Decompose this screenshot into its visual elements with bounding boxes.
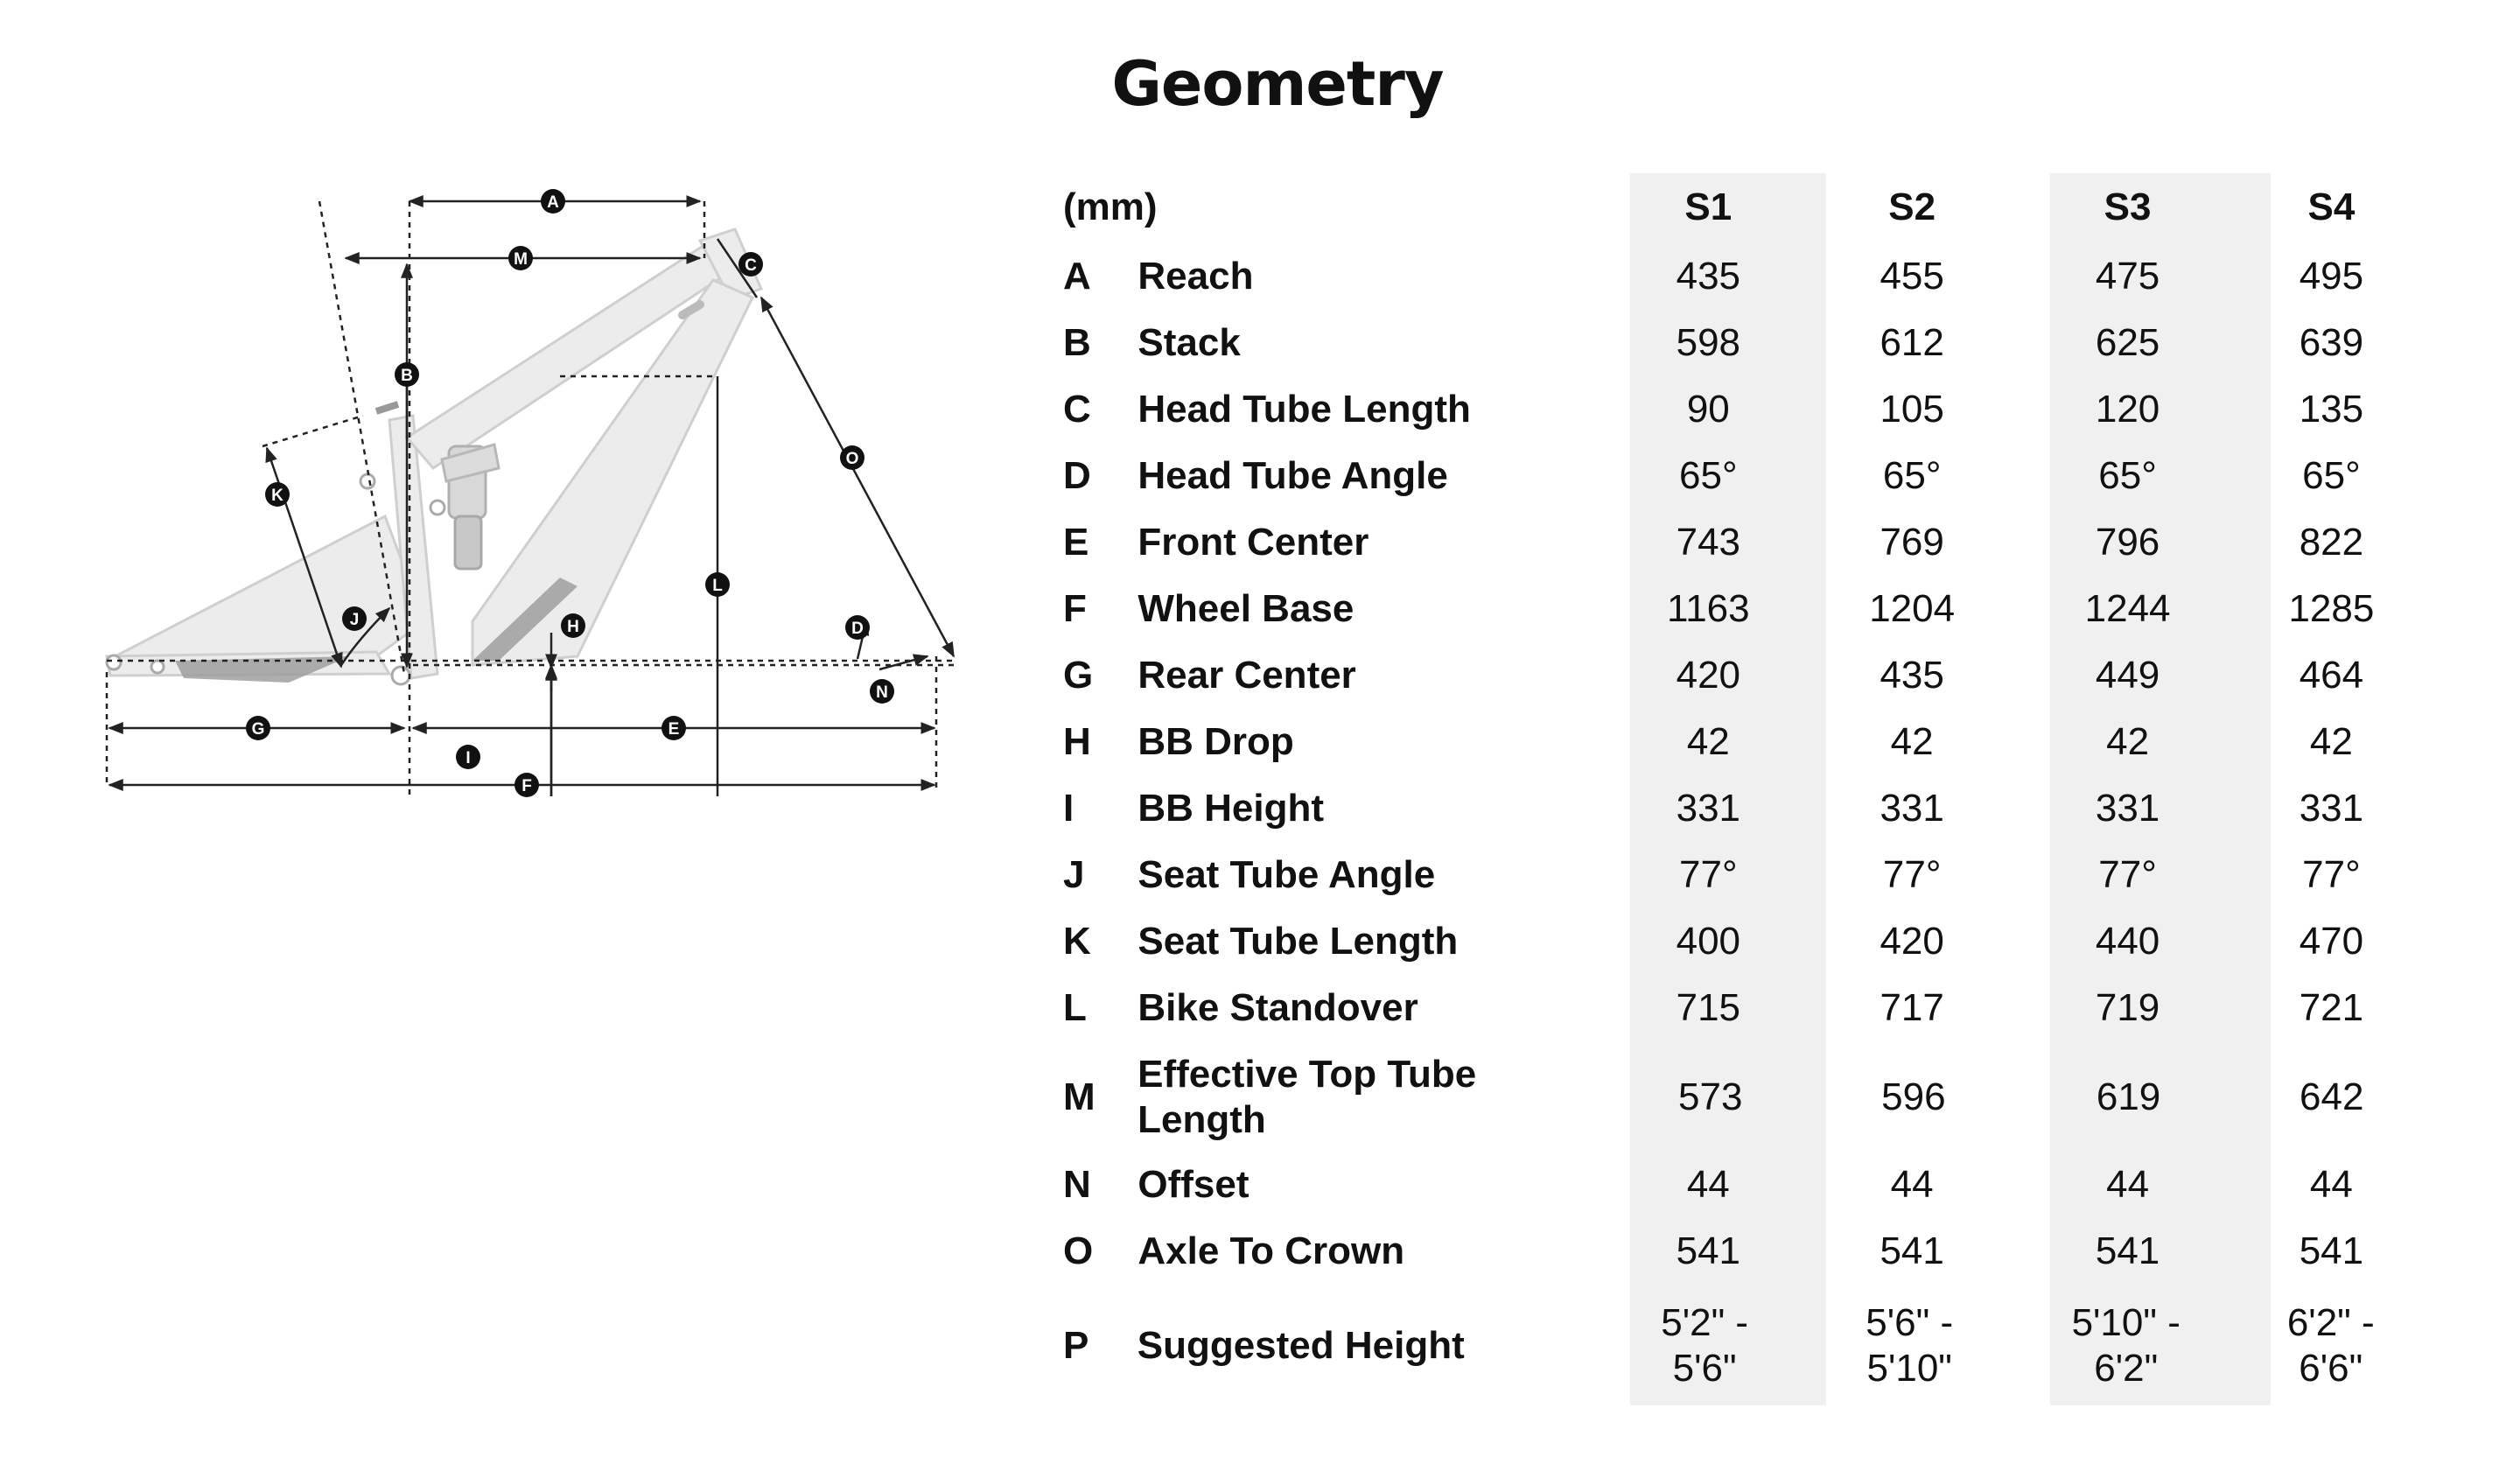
table-row [1063, 915, 2428, 968]
value-s3: 625 [2095, 321, 2160, 364]
table-row [1063, 250, 2428, 303]
row-letter: N [1063, 1163, 1091, 1206]
svg-text:E: E [668, 720, 680, 739]
value-s3: 475 [2095, 255, 2160, 298]
row-name: Front Center [1138, 521, 1369, 564]
value-s2: 612 [1880, 321, 1944, 364]
marker-o [840, 445, 864, 470]
value-s2: 596 [1881, 1075, 1946, 1118]
row-letter: E [1063, 521, 1089, 564]
value-s3: 796 [2095, 521, 2160, 564]
row-letter: O [1063, 1229, 1094, 1272]
row-name: Head Tube Angle [1138, 454, 1448, 497]
table-row [1063, 516, 2428, 569]
row-name: Seat Tube Angle [1138, 853, 1436, 896]
value-s2: 331 [1880, 787, 1944, 830]
value-s3: 449 [2095, 654, 2160, 697]
value-s1: 400 [1676, 920, 1741, 963]
value-s3: 331 [2095, 787, 2160, 830]
table-row [1063, 849, 2428, 901]
value-s3: 65° [2098, 454, 2157, 497]
value-s4: 44 [2309, 1163, 2353, 1206]
value-s1: 65° [1679, 454, 1738, 497]
marker-k [265, 482, 290, 507]
marker-g [246, 716, 270, 740]
svg-text:M: M [514, 250, 528, 269]
frame-geometry-diagram [88, 166, 998, 831]
value-s1: 77° [1679, 853, 1738, 896]
table-row [1063, 982, 2428, 1034]
value-s1: 5'2" - 5'6" [1661, 1301, 1749, 1390]
row-letter: D [1063, 454, 1091, 497]
svg-text:F: F [522, 777, 532, 795]
marker-b [395, 362, 419, 387]
value-s4: 464 [2299, 654, 2364, 697]
value-s1: 420 [1676, 654, 1741, 697]
value-s1: 541 [1676, 1229, 1741, 1272]
svg-text:C: C [745, 256, 757, 275]
row-letter: L [1063, 986, 1087, 1029]
unit-label: (mm) [1063, 186, 1158, 228]
table-row [1063, 1159, 2428, 1211]
value-s4: 642 [2300, 1075, 2364, 1118]
row-name: Suggested Height [1137, 1324, 1465, 1367]
row-letter: H [1063, 720, 1091, 763]
svg-text:B: B [401, 367, 413, 385]
value-s4: 65° [2302, 454, 2361, 497]
value-s3: 5'10" - 6'2" [2071, 1301, 2180, 1390]
marker-m [508, 246, 533, 270]
row-name: Wheel Base [1138, 587, 1354, 630]
value-s1: 44 [1686, 1163, 1730, 1206]
value-s1: 743 [1676, 521, 1741, 564]
value-s2: 541 [1880, 1229, 1944, 1272]
svg-text:I: I [466, 749, 471, 767]
row-letter: M [1063, 1075, 1096, 1118]
value-s2: 5'6" - 5'10" [1866, 1301, 1954, 1390]
value-s1: 42 [1686, 720, 1730, 763]
svg-text:H: H [567, 618, 579, 636]
row-letter: K [1063, 920, 1091, 963]
value-s2: 44 [1890, 1163, 1934, 1206]
marker-e [662, 716, 686, 740]
value-s3: 120 [2095, 388, 2160, 431]
svg-text:D: D [851, 620, 864, 638]
value-s2: 42 [1890, 720, 1934, 763]
value-s1: 435 [1676, 255, 1741, 298]
table-row [1063, 1225, 2428, 1278]
value-s4: 6'2" - 6'6" [2286, 1301, 2375, 1390]
table-row [1063, 716, 2428, 768]
value-s2: 77° [1882, 853, 1942, 896]
row-name: Stack [1138, 321, 1241, 364]
row-letter: C [1063, 388, 1091, 431]
marker-c [738, 252, 763, 277]
value-s1: 598 [1676, 321, 1741, 364]
marker-d [845, 615, 870, 640]
marker-j [342, 606, 367, 631]
row-letter: J [1063, 853, 1085, 896]
row-name: Rear Center [1138, 654, 1356, 697]
row-name: Bike Standover [1138, 986, 1418, 1029]
value-s2: 65° [1882, 454, 1942, 497]
svg-text:L: L [712, 577, 723, 595]
value-s3: 44 [2106, 1163, 2150, 1206]
value-s4: 77° [2302, 853, 2361, 896]
table-row [1063, 1048, 2428, 1146]
size-header-s1: S1 [1684, 186, 1732, 228]
svg-text:G: G [251, 720, 265, 739]
row-letter: B [1063, 321, 1091, 364]
row-name: BB Height [1138, 787, 1325, 830]
bike-frame [107, 229, 761, 684]
row-letter: I [1063, 787, 1074, 830]
page-title: Geometry [1111, 48, 1444, 120]
row-letter: P [1063, 1324, 1089, 1367]
value-s4: 495 [2299, 255, 2364, 298]
value-s3: 440 [2095, 920, 2160, 963]
value-s4: 42 [2309, 720, 2353, 763]
table-row [1063, 649, 2428, 702]
value-s2: 769 [1880, 521, 1944, 564]
row-name: Reach [1138, 255, 1254, 298]
svg-text:A: A [547, 193, 559, 212]
row-name: Seat Tube Length [1138, 920, 1459, 963]
value-s1: 90 [1686, 388, 1730, 431]
value-s1: 573 [1678, 1075, 1743, 1118]
value-s2: 420 [1880, 920, 1944, 963]
value-s4: 541 [2299, 1229, 2364, 1272]
value-s1: 715 [1676, 986, 1741, 1029]
row-name: Axle To Crown [1138, 1229, 1405, 1272]
dimension-lines [107, 201, 954, 796]
row-name: Offset [1138, 1163, 1250, 1206]
table-row [1063, 383, 2428, 436]
table-row [1063, 450, 2428, 502]
value-s2: 717 [1880, 986, 1944, 1029]
row-name: Head Tube Length [1138, 388, 1471, 431]
marker-h [561, 613, 585, 638]
value-s2: 105 [1880, 388, 1944, 431]
marker-f [514, 773, 539, 797]
table-row [1063, 1293, 2428, 1398]
value-s1: 1163 [1667, 587, 1750, 630]
svg-text:K: K [271, 487, 284, 505]
svg-text:O: O [845, 450, 859, 468]
row-letter: G [1063, 654, 1094, 697]
size-header-s2: S2 [1888, 186, 1936, 228]
value-s1: 331 [1676, 787, 1741, 830]
value-s3: 719 [2095, 986, 2160, 1029]
table-row [1063, 583, 2428, 635]
marker-n [870, 679, 894, 704]
value-s3: 541 [2095, 1229, 2160, 1272]
value-s3: 1244 [2084, 587, 2171, 630]
value-s2: 1204 [1869, 587, 1956, 630]
marker-i [456, 745, 480, 769]
value-s4: 135 [2299, 388, 2364, 431]
value-s4: 1285 [2288, 587, 2375, 630]
value-s3: 77° [2098, 853, 2157, 896]
svg-text:N: N [876, 683, 888, 702]
row-letter: A [1063, 255, 1091, 298]
row-letter: F [1063, 587, 1087, 630]
value-s3: 619 [2096, 1075, 2161, 1118]
value-s4: 470 [2299, 920, 2364, 963]
row-name: BB Drop [1138, 720, 1294, 763]
table-row [1063, 317, 2428, 369]
table-row [1063, 782, 2428, 835]
svg-text:J: J [349, 611, 360, 629]
value-s4: 822 [2299, 521, 2364, 564]
size-header-s4: S4 [2307, 186, 2356, 228]
value-s2: 455 [1880, 255, 1944, 298]
size-header-s3: S3 [2104, 186, 2152, 228]
value-s4: 639 [2299, 321, 2364, 364]
value-s4: 331 [2299, 787, 2364, 830]
marker-l [705, 572, 730, 597]
value-s2: 435 [1880, 654, 1944, 697]
value-s3: 42 [2106, 720, 2150, 763]
row-name: Effective Top Tube Length [1138, 1053, 1477, 1141]
marker-a [541, 189, 565, 214]
value-s4: 721 [2299, 986, 2364, 1029]
header-row [1063, 182, 2428, 233]
